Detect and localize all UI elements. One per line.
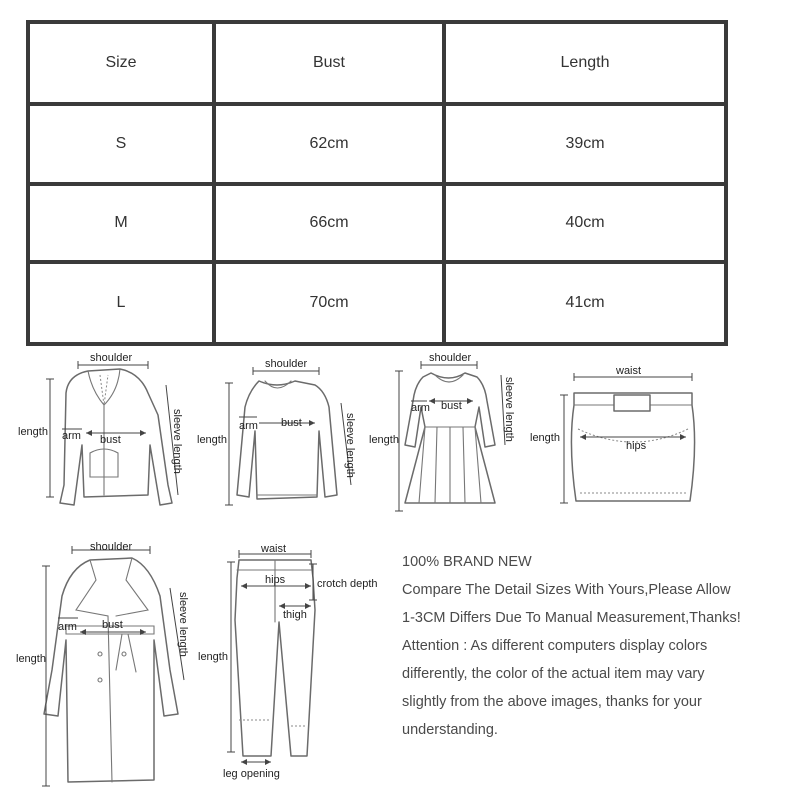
size-table <box>26 20 728 346</box>
arm-label: arm <box>411 402 430 414</box>
bust-label: bust <box>102 619 123 631</box>
sleeve-length-label: sleeve length <box>503 377 515 442</box>
notice-line: differently, the color of the actual item may vary <box>402 666 705 682</box>
shoulder-label: shoulder <box>90 541 133 553</box>
dress-measurement-diagram <box>365 345 540 530</box>
coat-measurement-diagram <box>0 530 200 800</box>
shoulder-label: shoulder <box>429 352 472 364</box>
length-label: length <box>198 651 228 663</box>
bust-label: bust <box>441 400 462 412</box>
attention-line: Attention : As different computers display colors <box>402 638 708 654</box>
arm-label: arm <box>62 430 81 442</box>
length-label: length <box>530 432 560 444</box>
cell-bust: 66cm <box>214 184 444 262</box>
header-bust: Bust <box>214 22 444 104</box>
waist-label: waist <box>261 543 287 555</box>
length-label: length <box>369 434 399 446</box>
cell-length: 40cm <box>444 184 726 262</box>
header-size: Size <box>28 22 214 104</box>
hips-label: hips <box>626 440 647 452</box>
cell-bust: 70cm <box>214 262 444 344</box>
cell-size: M <box>28 184 214 262</box>
length-label: length <box>16 653 46 665</box>
notice-line: understanding. <box>402 722 498 738</box>
brand-new-line: 100% BRAND NEW <box>402 554 532 570</box>
notice-line: Compare The Detail Sizes With Yours,Please Allow <box>402 582 731 598</box>
cell-length: 39cm <box>444 104 726 184</box>
notice-line: slightly from the above images, thanks for your <box>402 694 702 710</box>
waist-label: waist <box>616 365 642 377</box>
shoulder-label: shoulder <box>265 358 308 370</box>
thigh-label: thigh <box>283 609 307 621</box>
cell-size: S <box>28 104 214 184</box>
sweater-measurement-diagram <box>195 345 370 530</box>
sleeve-length-label: sleeve length <box>171 409 183 474</box>
cell-bust: 62cm <box>214 104 444 184</box>
header-length: Length <box>444 22 726 104</box>
arm-label: arm <box>239 420 258 432</box>
leg-opening-label: leg opening <box>223 768 280 780</box>
arm-label: arm <box>58 621 77 633</box>
length-label: length <box>197 434 227 446</box>
length-label: length <box>18 426 48 438</box>
sleeve-length-label: sleeve length <box>177 592 189 657</box>
skirt-measurement-diagram <box>530 345 710 530</box>
cell-length: 41cm <box>444 262 726 344</box>
cell-size: L <box>28 262 214 344</box>
bust-label: bust <box>100 434 121 446</box>
shoulder-label: shoulder <box>90 352 133 364</box>
bust-label: bust <box>281 417 302 429</box>
sleeve-length-label: sleeve length <box>344 413 356 478</box>
pants-measurement-diagram <box>195 530 395 800</box>
hoodie-measurement-diagram <box>0 345 200 530</box>
notice-line: 1-3CM Differs Due To Manual Measurement,Thanks! <box>402 610 741 626</box>
hips-label: hips <box>265 574 286 586</box>
crotch-depth-label: crotch depth <box>317 578 378 590</box>
product-notice <box>402 548 794 744</box>
sweater-drawing <box>237 381 337 499</box>
